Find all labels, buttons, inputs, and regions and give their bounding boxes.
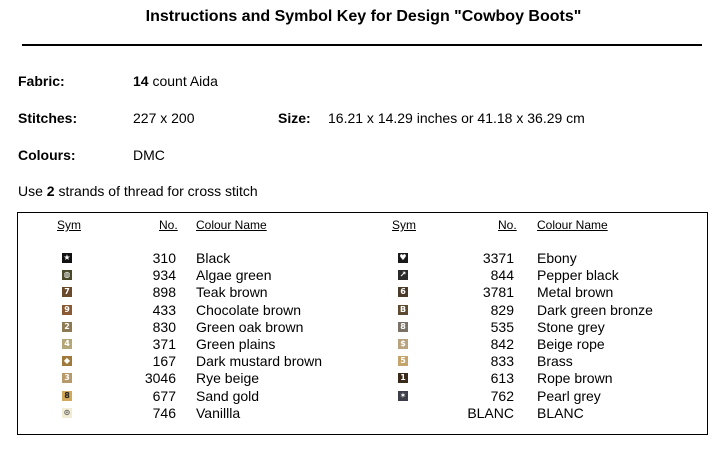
strands-prefix: Use — [18, 183, 43, 199]
strands-instruction — [18, 183, 258, 199]
colour-name: Rye beige — [196, 370, 260, 387]
dmc-number: 371 — [152, 336, 176, 352]
table-row — [18, 388, 707, 405]
colour-name: Brass — [537, 353, 573, 370]
arrow-icon: ↗ — [399, 270, 407, 280]
table-row — [18, 405, 707, 422]
colour-name: Sand gold — [196, 387, 260, 404]
table-row — [18, 250, 707, 267]
colour-name: BLANC — [537, 404, 584, 421]
header-sym-right: Sym — [392, 218, 416, 232]
header-name-left: Colour Name — [196, 218, 267, 232]
colours-label: Colours: — [18, 147, 76, 163]
symbol-key-table — [17, 212, 708, 435]
colours-value: DMC — [133, 147, 165, 163]
colour-name: Dark mustard brown — [196, 353, 323, 370]
six-icon: 6 — [398, 287, 408, 297]
diamond-arrow-icon: ◆ — [63, 356, 71, 366]
dmc-number: 535 — [490, 318, 514, 335]
table-row — [18, 319, 707, 336]
eight-icon: 8 — [62, 391, 72, 401]
four-icon: 4 — [62, 339, 72, 349]
globe-icon: ◍ — [63, 270, 71, 280]
one-icon: 1 — [398, 373, 408, 383]
eight-circle-icon: 8 — [398, 322, 408, 332]
colour-name: Pepper black — [537, 267, 619, 284]
strands-count: 2 — [46, 183, 55, 199]
table-row — [18, 284, 707, 301]
seven-icon: 7 — [62, 287, 72, 297]
three-icon: 3 — [62, 373, 72, 383]
dmc-number: 842 — [490, 336, 514, 352]
nine-icon: 9 — [62, 305, 72, 315]
dmc-number: 844 — [490, 267, 514, 284]
fabric-value — [133, 73, 218, 89]
table-row — [18, 353, 707, 370]
five-icon: 5 — [398, 356, 408, 366]
dmc-number: 829 — [490, 301, 514, 318]
colour-name: Algae green — [196, 267, 272, 284]
table-row — [18, 336, 707, 353]
colour-name: Black — [196, 250, 231, 266]
fabric-type: count Aida — [152, 73, 218, 89]
dot-circle-icon: ⊙ — [63, 407, 71, 417]
colour-name: Teak brown — [196, 284, 268, 301]
dollar-icon: $ — [398, 339, 408, 349]
dmc-number: 310 — [152, 250, 176, 266]
dmc-number: 746 — [152, 404, 176, 421]
colour-name: Pearl grey — [537, 387, 601, 404]
dmc-number: 3046 — [144, 370, 176, 387]
colour-name: Metal brown — [537, 284, 614, 301]
star-square-icon: ✶ — [399, 390, 407, 400]
dmc-number: 762 — [490, 387, 514, 404]
dmc-number: 3371 — [482, 250, 514, 266]
dmc-number: 167 — [152, 353, 176, 370]
colour-name: Stone grey — [537, 318, 605, 335]
dmc-number: 613 — [490, 370, 514, 387]
header-no-right: No. — [498, 218, 517, 232]
dmc-number: 898 — [152, 284, 176, 301]
size-label: Size: — [278, 110, 311, 126]
colour-name: Beige rope — [537, 336, 605, 352]
dmc-number: 3781 — [482, 284, 514, 301]
heart-icon: ♥ — [399, 253, 407, 262]
size-value: 16.21 x 14.29 inches or 41.18 x 36.29 cm — [328, 110, 585, 126]
header-sym-left: Sym — [57, 218, 81, 232]
colour-name: Vanillla — [196, 404, 241, 421]
stitches-value: 227 x 200 — [133, 110, 195, 126]
colour-name: Ebony — [537, 250, 577, 266]
header-no-left: No. — [159, 218, 178, 232]
dmc-number: 830 — [152, 318, 176, 335]
fabric-label: Fabric: — [18, 73, 65, 89]
stitches-label: Stitches: — [18, 110, 78, 126]
table-row — [18, 302, 707, 319]
fabric-count: 14 — [133, 73, 149, 89]
dmc-number: 934 — [152, 267, 176, 284]
star-icon: ★ — [63, 253, 71, 262]
dmc-number: 677 — [152, 387, 176, 404]
colour-name: Green plains — [196, 336, 276, 352]
header-name-right: Colour Name — [537, 218, 608, 232]
strands-suffix: strands of thread for cross stitch — [58, 183, 258, 199]
title-divider — [22, 44, 702, 46]
two-icon: 2 — [62, 322, 72, 332]
b-circle-icon: B — [399, 304, 407, 314]
dmc-number: 433 — [152, 301, 176, 318]
page-title: Instructions and Symbol Key for Design "Cowboy Boots" — [145, 8, 582, 25]
table-row — [18, 370, 707, 387]
colour-name: Rope brown — [537, 370, 613, 387]
dmc-number: BLANC — [467, 404, 514, 421]
colour-name: Green oak brown — [196, 318, 304, 335]
table-row — [18, 267, 707, 284]
colour-name: Dark green bronze — [537, 301, 653, 318]
dmc-number: 833 — [490, 353, 514, 370]
colour-name: Chocolate brown — [196, 301, 302, 318]
blank-icon — [398, 408, 408, 418]
